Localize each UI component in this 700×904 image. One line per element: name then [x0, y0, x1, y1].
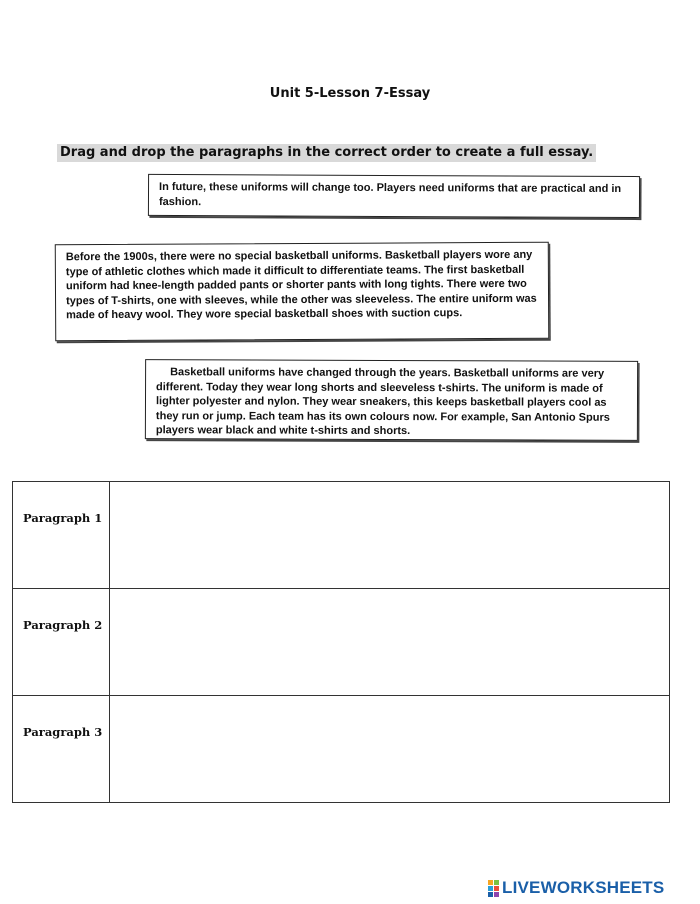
- paragraph-card-future[interactable]: In future, these uniforms will change too. Players need uniforms that are practical and in fashion.: [148, 174, 640, 218]
- row-label-paragraph-1: Paragraph 1: [13, 482, 110, 589]
- logo-mark-square: [494, 880, 499, 885]
- drop-zone-paragraph-1[interactable]: [110, 482, 670, 589]
- logo-mark-square: [494, 886, 499, 891]
- paragraph-card-before-1900s[interactable]: Before the 1900s, there were no special basketball uniforms. Basketball players wore any type of athletic clothes which made it difficult to differentiate teams. The first basketball uniform had knee-length padded pants or shorter pants with long tights. There were two types of T-shirts, one with sleeves, while the other was sleeveless. The entire uniform was made of heavy wool. They wore special basketball shoes with suction cups.: [55, 242, 550, 342]
- instruction-text: Drag and drop the paragraphs in the correct order to create a full essay.: [57, 144, 596, 162]
- logo-mark-square: [488, 892, 493, 897]
- row-label-paragraph-3: Paragraph 3: [13, 696, 110, 803]
- table-row: [13, 696, 670, 803]
- drop-zone-paragraph-2[interactable]: [110, 589, 670, 696]
- liveworksheets-logo-icon: [488, 880, 499, 897]
- liveworksheets-logo[interactable]: [488, 878, 664, 898]
- logo-mark-square: [494, 892, 499, 897]
- answer-table: [12, 481, 670, 803]
- logo-mark-square: [488, 880, 493, 885]
- table-row: [13, 482, 670, 589]
- row-label-paragraph-2: Paragraph 2: [13, 589, 110, 696]
- paragraph-card-changed[interactable]: Basketball uniforms have changed through the years. Basketball uniforms are very different. Today they wear long shorts and sleeveless t-shirts. The uniform is made of lighter polyester and nylon. They wear sneakers, this keeps basketball players cool as they run or jump. Each team has its own colours now. For example, San Antonio Spurs players wear black and white t-shirts and shorts.: [145, 359, 638, 441]
- table-row: [13, 589, 670, 696]
- logo-text: LIVEWORKSHEETS: [502, 878, 665, 897]
- worksheet-title: Unit 5-Lesson 7-Essay: [269, 86, 431, 101]
- drop-zone-paragraph-3[interactable]: [110, 696, 670, 803]
- logo-mark-square: [488, 886, 493, 891]
